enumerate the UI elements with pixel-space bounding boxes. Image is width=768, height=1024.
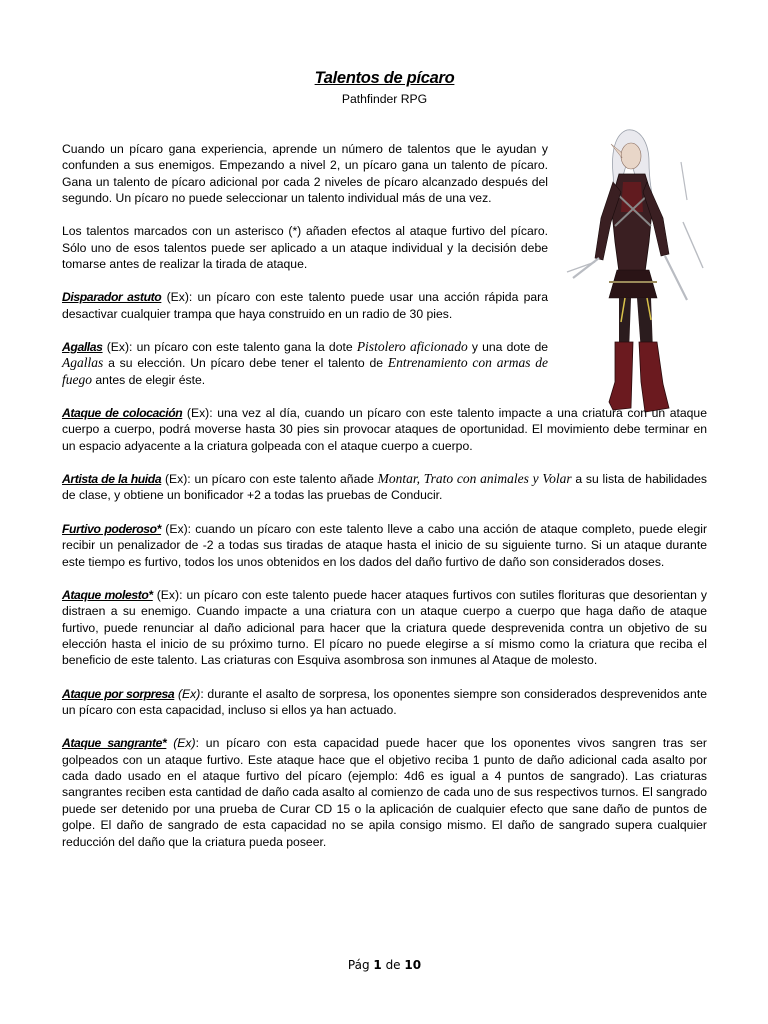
talent-name: Ataque molesto* <box>62 587 153 602</box>
talent-text: y una dote de <box>467 340 549 355</box>
talent-text: antes de elegir éste. <box>92 372 206 387</box>
talent-furtivo-poderoso <box>62 521 707 570</box>
talent-ataque-sangrante <box>62 735 707 850</box>
talent-text: (Ex): un pícaro con este talento puede usar una acción rápida para desactivar cualquier trampa que haya construido en un radio de 30 pies. <box>62 290 548 321</box>
total-pages: 10 <box>404 958 422 972</box>
talent-artista-de-la-huida <box>62 471 707 504</box>
intro-paragraph-1: Cuando un pícaro gana experiencia, aprende un número de talentos que le ayudan y confunden a sus enemigos. Empezando a nivel 2, un pícaro gana un talento de pícaro. Gana un talento de pícaro adicional por cada 2 niveles de pícaro alcanzado después del segundo. Un pícaro no puede seleccionar un talento individual más de una vez. <box>62 142 548 206</box>
talent-type: (Ex) <box>174 686 201 701</box>
intro-paragraph-2: Los talentos marcados con un asterisco (*) añaden efectos al ataque furtivo del pícaro. Sólo uno de esos talentos puede ser aplicado a un ataque individual y la decisión debe tomarse antes de realizar la tirada de ataque. <box>62 224 548 272</box>
page-number-footer <box>62 957 707 973</box>
footer-separator: de <box>381 958 405 972</box>
talent-name: Furtivo poderoso* <box>62 521 162 536</box>
page-subtitle: Pathfinder RPG <box>341 92 428 106</box>
talent-disparador-astuto <box>62 289 548 322</box>
current-page: 1 <box>373 958 382 972</box>
talent-name: Ataque por sorpresa <box>62 686 175 701</box>
talent-text: (Ex): un pícaro con este talento gana la dote <box>102 340 357 355</box>
talent-text: (Ex): un pícaro con este talento puede hacer ataques furtivos con sutiles florituras que desorientan y distraen a su enemigo. Cuando impacte a una criatura con un ataque cuerpo a cuerpo que haga daño de ataque furtivo, puede renunciar al daño adicional para hacer que la criatura quede desprevenida contra un objetivo de su elección hasta el inicio de su próximo turno. El pícaro no puede elegirse a sí mismo como la criatura que reciba el beneficio de este talento. Las criaturas con Esquiva asombrosa son inmunes al Ataque de molesto. <box>62 587 707 668</box>
talent-text: : un pícaro con esta capacidad puede hacer que los oponentes vivos sangren tras ser golpeados con un ataque furtivo. Este ataque hace que el objetivo reciba 1 punto de daño adicional cada asalto por cada dado usado en el ataque furtivo del pícaro (ejemplo: 4d6 es igual a 4 puntos de sangrado). Las criaturas sangrantes reciben esta cantidad de daño cada asalto al comienzo de cada uno de sus respectivos turnos. El sangrado puede ser detenido por una prueba de Curar CD 15 o la aplicación de cualquier efecto que sane daño de puntos de golpe. El daño de sangrado de esta capacidad no se apila consigo mismo. El daño de sangrado supera cualquier reducción del daño que la criatura pueda poseer. <box>62 736 707 849</box>
talent-name: Disparador astuto <box>62 290 162 305</box>
talent-text: : durante el asalto de sorpresa, los oponentes siempre son considerados desprevenidos ante un pícaro con esta capacidad, incluso si ellos ya han actuado. <box>62 686 707 717</box>
talent-ataque-por-sorpresa <box>62 686 707 719</box>
skill-list: Montar, Trato con animales y Volar <box>377 471 572 487</box>
talent-text: (Ex): una vez al día, cuando un pícaro con este talento impacte a una criatura con un ataque cuerpo a cuerpo, podrá moverse hasta 30 pies sin provocar ataques de oportunidad. El movimiento debe terminar en un espacio adyacente a la criatura golpeada con el ataque cuerpo a cuerpo. <box>62 406 707 453</box>
talent-text: (Ex): cuando un pícaro con este talento lleve a cabo una acción de ataque completo, puede elegir recibir un penalizador de -2 a todas sus tiradas de ataque hasta el inicio de su siguiente turno. Si un ataque durante este tiempo es furtivo, todos los unos obtenidos en los dados del daño furtivo de daño son considerados doses. <box>62 521 708 569</box>
feat-name: Entrenamiento con armas de fuego <box>62 355 548 387</box>
talent-ataque-molesto <box>62 587 707 669</box>
talent-name: Agallas <box>62 340 103 355</box>
document-body <box>62 141 707 867</box>
talent-name: Artista de la huida <box>62 472 162 487</box>
talent-type: (Ex) <box>166 736 196 751</box>
page-title: Talentos de pícaro <box>314 69 455 87</box>
document-page <box>62 0 707 1024</box>
talent-text: a su lista de habilidades de clase, y obtiene un bonificador +2 a todas las pruebas de Conducir. <box>62 472 707 503</box>
footer-prefix: Pág <box>347 958 374 972</box>
talent-name: Ataque de colocación <box>62 406 183 421</box>
talent-agallas <box>62 339 548 388</box>
talent-text: (Ex): un pícaro con este talento añade <box>161 472 378 487</box>
talent-ataque-de-colocacion <box>62 405 707 454</box>
feat-name: Agallas <box>62 355 104 371</box>
talent-text: a su elección. Un pícaro debe tener el talento de <box>103 356 388 371</box>
feat-name: Pistolero aficionado <box>356 339 468 355</box>
talent-name: Ataque sangrante* <box>62 736 167 751</box>
